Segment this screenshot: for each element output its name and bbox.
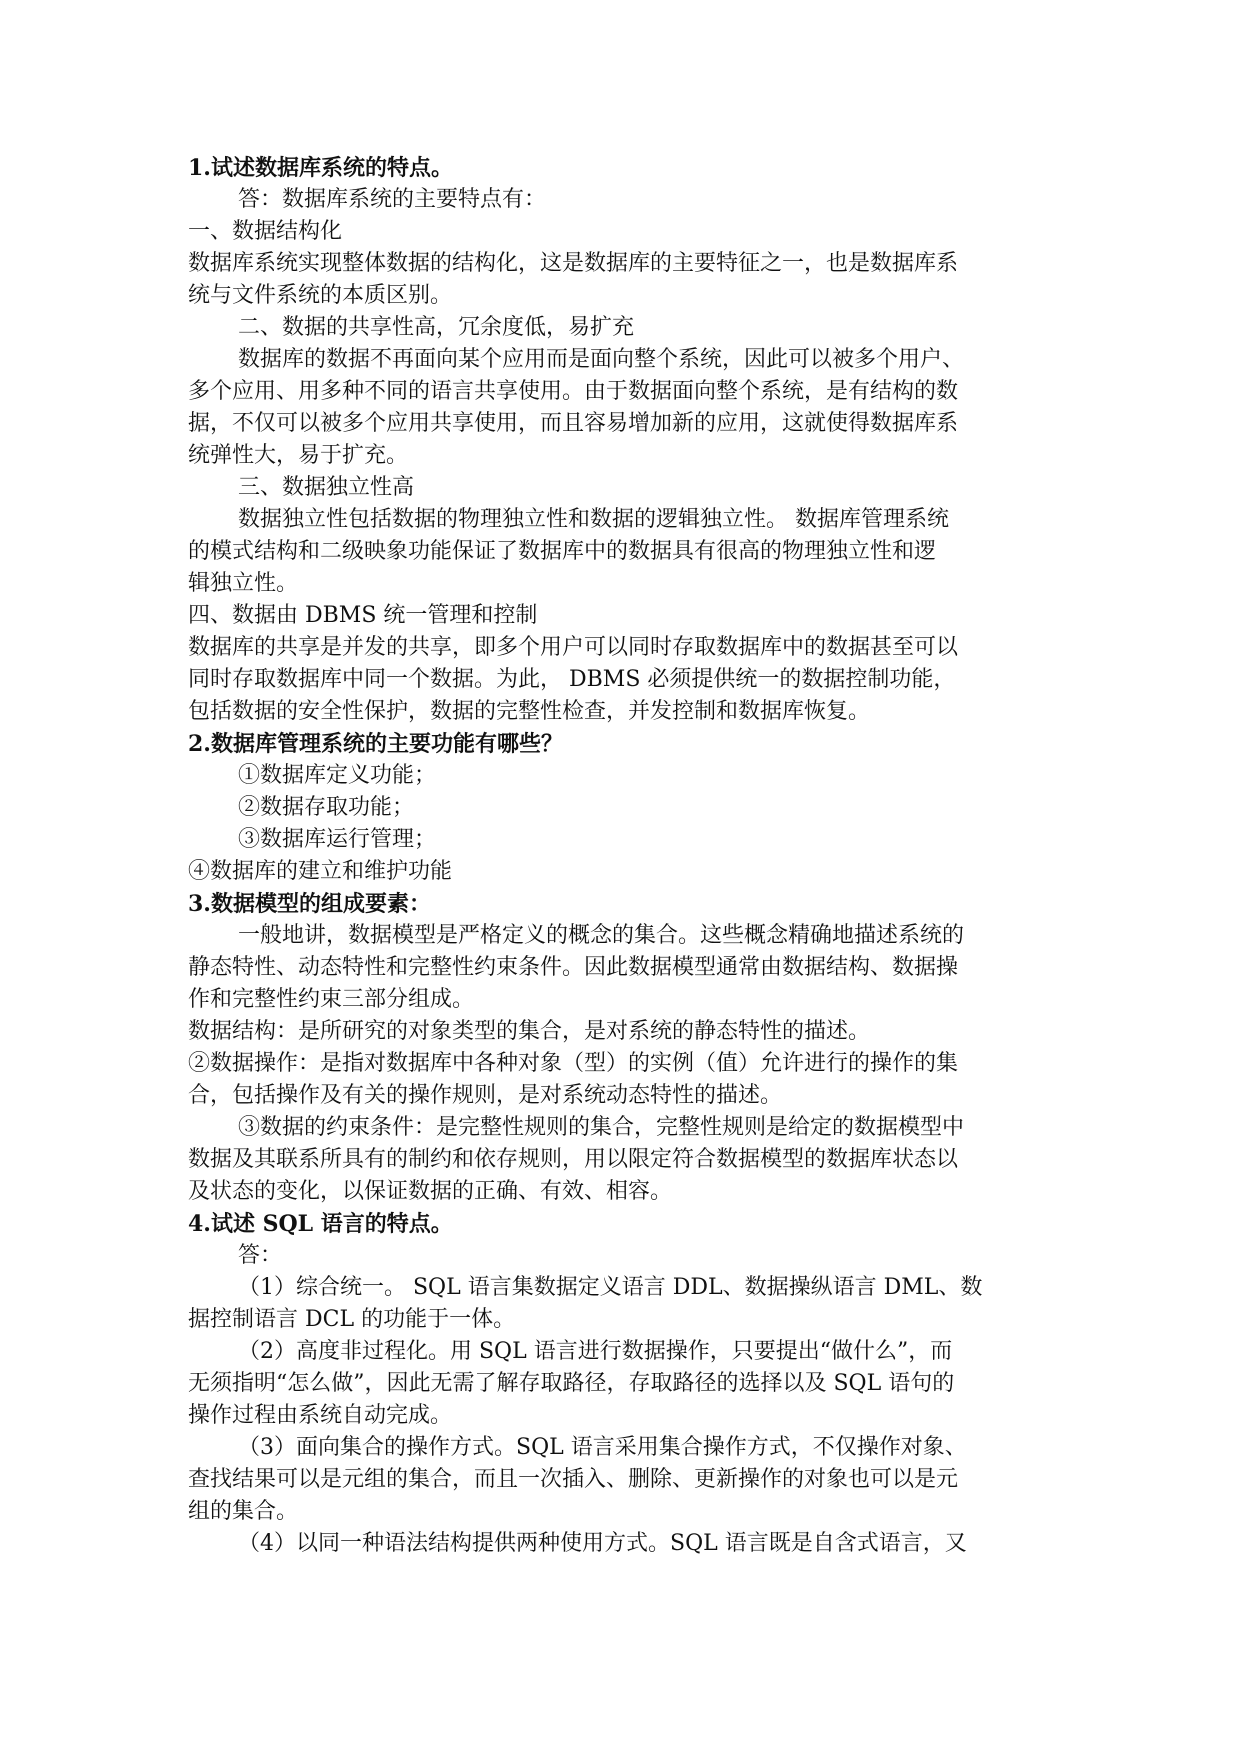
text-line: 据，不仅可以被多个应用共享使用，而且容易增加新的应用，这就使得数据库系 [188,411,959,436]
text-line: 无须指明“怎么做”，因此无需了解存取路径，存取路径的选择以及 SQL 语句的 [188,1371,955,1396]
text-line: 统与文件系统的本质区别。 [188,283,453,308]
text-line: （1）综合统一。 SQL 语言集数据定义语言 DDL、数据操纵语言 DML、数 [238,1275,983,1300]
text-line: ③数据的约束条件：是完整性规则的集合，完整性规则是给定的数据模型中 [238,1115,965,1140]
text-line: 据控制语言 DCL 的功能于一体。 [188,1307,516,1332]
text-line: （3）面向集合的操作方式。SQL 语言采用集合操作方式，不仅操作对象、 [238,1435,967,1460]
text-line: 组的集合。 [188,1499,299,1524]
text-line: 操作过程由系统自动完成。 [188,1403,453,1428]
text-line: （4）以同一种语法结构提供两种使用方式。SQL 语言既是自含式语言，又 [238,1531,967,1556]
document-page [188,152,1068,1560]
text-line: 一、数据结构化 [188,219,343,244]
text-line: 四、数据由 DBMS 统一管理和控制 [188,603,538,628]
text-line: 答： [238,1243,283,1268]
text-line: 查找结果可以是元组的集合，而且一次插入、删除、更新操作的对象也可以是元 [188,1467,959,1492]
text-line: 同时存取数据库中同一个数据。为此， DBMS 必须提供统一的数据控制功能， [188,667,956,692]
text-line: 数据库系统实现整体数据的结构化，这是数据库的主要特征之一，也是数据库系 [188,251,959,276]
text-line: 静态特性、动态特性和完整性约束条件。因此数据模型通常由数据结构、数据操 [188,955,959,980]
text-line: ①数据库定义功能； [238,763,437,788]
text-line: 及状态的变化，以保证数据的正确、有效、相容。 [188,1179,673,1204]
text-line: 合，包括操作及有关的操作规则，是对系统动态特性的描述。 [188,1083,783,1108]
question-heading: 2.数据库管理系统的主要功能有哪些？ [188,731,563,757]
text-line: 的模式结构和二级映象功能保证了数据库中的数据具有很高的物理独立性和逻 [188,539,937,564]
text-line: 数据库的数据不再面向某个应用而是面向整个系统，因此可以被多个用户、 [238,347,965,372]
text-line: 作和完整性约束三部分组成。 [188,987,475,1012]
text-line: 一般地讲，数据模型是严格定义的概念的集合。这些概念精确地描述系统的 [238,923,965,948]
text-line: 统弹性大，易于扩充。 [188,443,409,468]
text-line: 数据及其联系所具有的制约和依存规则，用以限定符合数据模型的数据库状态以 [188,1147,959,1172]
text-line: 多个应用、用多种不同的语言共享使用。由于数据面向整个系统，是有结构的数 [188,379,959,404]
text-line: ②数据操作：是指对数据库中各种对象（型）的实例（值）允许进行的操作的集 [188,1051,959,1076]
text-line: 包括数据的安全性保护，数据的完整性检查，并发控制和数据库恢复。 [188,699,871,724]
text-line: 三、数据独立性高 [238,475,415,500]
text-line: 数据独立性包括数据的物理独立性和数据的逻辑独立性。 数据库管理系统 [238,507,949,532]
question-heading: 4.试述 SQL 语言的特点。 [188,1211,453,1237]
text-line: （2）高度非过程化。用 SQL 语言进行数据操作，只要提出“做什么”，而 [238,1339,953,1364]
text-line: 答：数据库系统的主要特点有： [238,187,547,212]
text-line: ④数据库的建立和维护功能 [188,859,453,884]
question-heading: 3.数据模型的组成要素： [188,891,431,917]
text-line: 二、数据的共享性高，冗余度低，易扩充 [238,315,635,340]
question-heading: 1.试述数据库系统的特点。 [188,155,453,181]
text-line: ③数据库运行管理； [238,827,437,852]
text-line: 数据库的共享是并发的共享，即多个用户可以同时存取数据库中的数据甚至可以 [188,635,959,660]
text-line: 辑独立性。 [188,571,299,596]
text-line: 数据结构：是所研究的对象类型的集合，是对系统的静态特性的描述。 [188,1019,871,1044]
text-line: ②数据存取功能； [238,795,415,820]
